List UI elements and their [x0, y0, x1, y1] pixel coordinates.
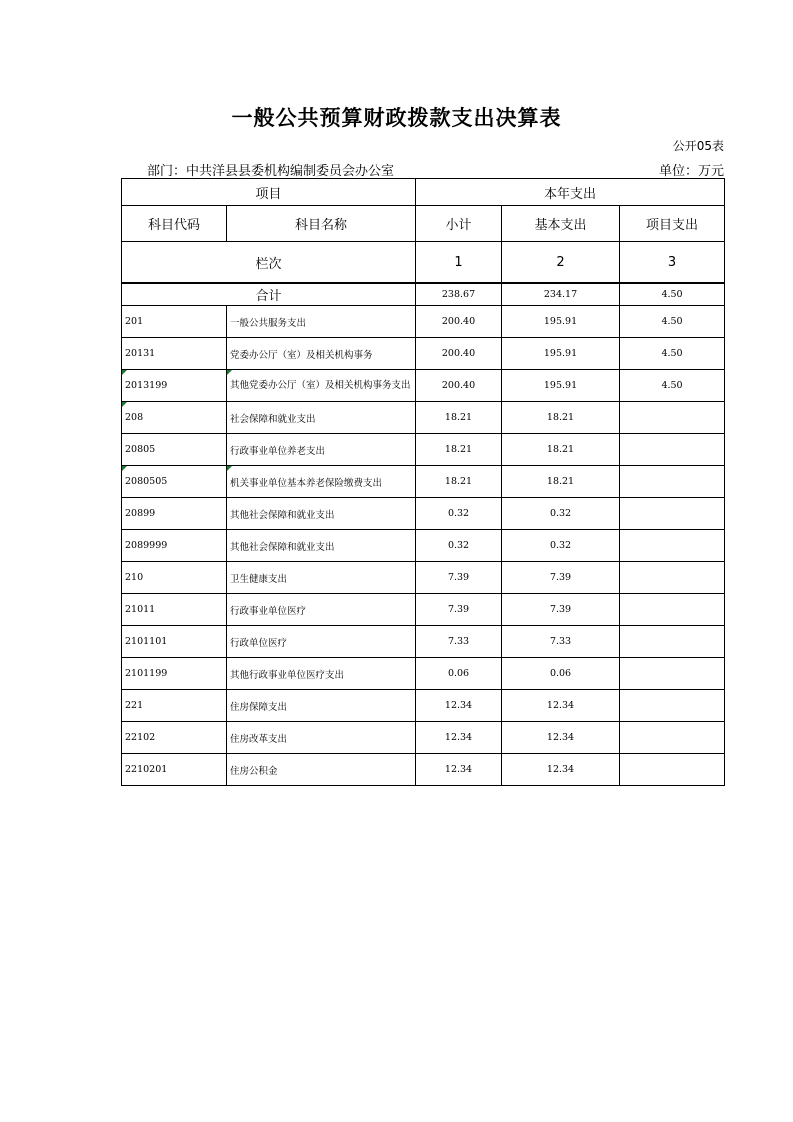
row-code: 208 — [122, 402, 227, 434]
row-code: 21011 — [122, 594, 227, 626]
row-name: 行政单位医疗 — [227, 626, 416, 658]
header-col2: 2 — [502, 242, 620, 284]
row-code: 201 — [122, 306, 227, 338]
row-project — [620, 562, 725, 594]
header-current-year: 本年支出 — [416, 179, 725, 206]
total-label: 合计 — [122, 283, 416, 306]
table-row — [122, 722, 725, 754]
row-code: 20805 — [122, 434, 227, 466]
row-code: 2013199 — [122, 370, 227, 402]
header-name: 科目名称 — [227, 206, 416, 242]
table-row — [122, 466, 725, 498]
header-code: 科目代码 — [122, 206, 227, 242]
row-subtotal: 0.06 — [416, 658, 502, 690]
row-name: 卫生健康支出 — [227, 562, 416, 594]
row-basic: 7.33 — [502, 626, 620, 658]
unit-label: 单位：万元 — [658, 164, 724, 179]
table-row — [122, 658, 725, 690]
row-code: 2080505 — [122, 466, 227, 498]
header-col3: 3 — [620, 242, 725, 284]
header-row-lanci — [122, 242, 725, 284]
total-subtotal: 238.67 — [416, 283, 502, 306]
row-project: 4.50 — [620, 370, 725, 402]
row-basic: 0.06 — [502, 658, 620, 690]
row-project — [620, 658, 725, 690]
row-basic: 12.34 — [502, 690, 620, 722]
row-subtotal: 200.40 — [416, 338, 502, 370]
row-name: 其他行政事业单位医疗支出 — [227, 658, 416, 690]
row-basic: 195.91 — [502, 370, 620, 402]
row-project: 4.50 — [620, 306, 725, 338]
table-row — [122, 562, 725, 594]
row-name: 机关事业单位基本养老保险缴费支出 — [227, 466, 416, 498]
table-row — [122, 338, 725, 370]
table-row — [122, 306, 725, 338]
header-subtotal: 小计 — [416, 206, 502, 242]
row-code: 2210201 — [122, 754, 227, 786]
row-project — [620, 594, 725, 626]
row-basic: 18.21 — [502, 466, 620, 498]
row-project — [620, 498, 725, 530]
row-subtotal: 12.34 — [416, 722, 502, 754]
row-code: 22102 — [122, 722, 227, 754]
row-name: 党委办公厅（室）及相关机构事务 — [227, 338, 416, 370]
table-row — [122, 434, 725, 466]
row-basic: 18.21 — [502, 434, 620, 466]
row-subtotal: 18.21 — [416, 402, 502, 434]
row-name: 住房保障支出 — [227, 690, 416, 722]
table-row — [122, 530, 725, 562]
row-subtotal: 12.34 — [416, 690, 502, 722]
row-project — [620, 626, 725, 658]
table-row — [122, 594, 725, 626]
row-subtotal: 12.34 — [416, 754, 502, 786]
row-basic: 7.39 — [502, 594, 620, 626]
total-basic: 234.17 — [502, 283, 620, 306]
row-project — [620, 402, 725, 434]
header-row-1 — [122, 179, 725, 206]
row-subtotal: 200.40 — [416, 306, 502, 338]
row-subtotal: 18.21 — [416, 466, 502, 498]
row-basic: 195.91 — [502, 306, 620, 338]
header-row-2 — [122, 206, 725, 242]
table-row — [122, 690, 725, 722]
row-name: 行政事业单位养老支出 — [227, 434, 416, 466]
row-basic: 12.34 — [502, 722, 620, 754]
header-basic: 基本支出 — [502, 206, 620, 242]
row-code: 20899 — [122, 498, 227, 530]
total-project: 4.50 — [620, 283, 725, 306]
row-project — [620, 434, 725, 466]
table-row — [122, 402, 725, 434]
row-name: 住房公积金 — [227, 754, 416, 786]
row-project — [620, 466, 725, 498]
header-lanci: 栏次 — [122, 242, 416, 284]
row-basic: 0.32 — [502, 530, 620, 562]
table-row — [122, 370, 725, 402]
department-label: 部门：中共洋县县委机构编制委员会办公室 — [147, 164, 395, 179]
row-subtotal: 0.32 — [416, 498, 502, 530]
row-name: 行政事业单位医疗 — [227, 594, 416, 626]
row-subtotal: 18.21 — [416, 434, 502, 466]
row-name: 住房改革支出 — [227, 722, 416, 754]
row-code: 2089999 — [122, 530, 227, 562]
row-name: 其他党委办公厅（室）及相关机构事务支出 — [227, 370, 416, 402]
form-number: 公开05表 — [672, 139, 724, 153]
row-code: 210 — [122, 562, 227, 594]
row-subtotal: 7.33 — [416, 626, 502, 658]
page-title: 一般公共预算财政拨款支出决算表 — [231, 106, 562, 130]
row-project: 4.50 — [620, 338, 725, 370]
row-project — [620, 754, 725, 786]
row-name: 其他社会保障和就业支出 — [227, 498, 416, 530]
row-code: 221 — [122, 690, 227, 722]
row-name: 一般公共服务支出 — [227, 306, 416, 338]
row-code: 2101101 — [122, 626, 227, 658]
header-col1: 1 — [416, 242, 502, 284]
row-basic: 12.34 — [502, 754, 620, 786]
row-subtotal: 0.32 — [416, 530, 502, 562]
row-project — [620, 530, 725, 562]
row-basic: 18.21 — [502, 402, 620, 434]
total-row — [122, 283, 725, 306]
row-code: 20131 — [122, 338, 227, 370]
row-basic: 0.32 — [502, 498, 620, 530]
table-row — [122, 626, 725, 658]
row-name: 其他社会保障和就业支出 — [227, 530, 416, 562]
row-basic: 7.39 — [502, 562, 620, 594]
row-project — [620, 690, 725, 722]
table-row — [122, 498, 725, 530]
row-subtotal: 7.39 — [416, 594, 502, 626]
row-subtotal: 7.39 — [416, 562, 502, 594]
table-row — [122, 754, 725, 786]
header-item: 项目 — [122, 179, 416, 206]
row-project — [620, 722, 725, 754]
expenditure-table — [121, 178, 725, 786]
row-subtotal: 200.40 — [416, 370, 502, 402]
row-basic: 195.91 — [502, 338, 620, 370]
row-code: 2101199 — [122, 658, 227, 690]
row-name: 社会保障和就业支出 — [227, 402, 416, 434]
header-project: 项目支出 — [620, 206, 725, 242]
